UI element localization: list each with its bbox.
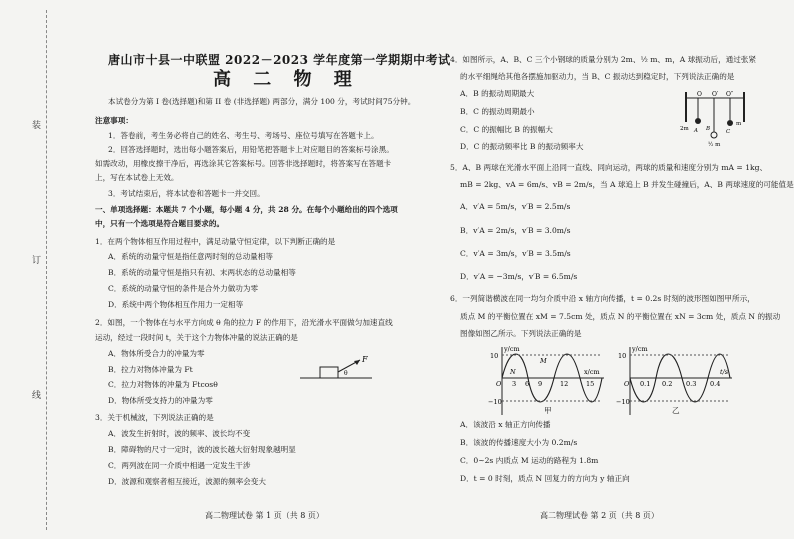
q1-option-d: D．系统中两个物体相互作用力一定相等 <box>108 300 244 309</box>
q4-stem-b: 的水平细绳给其他各摆施加驱动力，当 B、C 振动达到稳定时，下列说法正确的是 <box>460 72 735 81</box>
binding-mark-2: 订 <box>30 255 40 264</box>
notes-heading: 注意事项： <box>95 116 133 125</box>
q1-option-b: B．系统的动量守恒是指只有初、末两状态的总动量相等 <box>108 268 296 277</box>
footer-left: 高二物理试卷 第 1 页（共 8 页） <box>205 511 324 520</box>
q6-option-b: B．该波的传播速度大小为 0.2m/s <box>460 438 578 447</box>
ymax-b: 10 <box>618 352 627 360</box>
ymin-b: −10 <box>616 398 630 406</box>
label-C: C <box>726 129 731 135</box>
subject-title: 高 二 物 理 <box>213 69 360 90</box>
tick-b-2: 0.2 <box>662 380 673 388</box>
q6-stem-c: 图像如图乙所示。下列说法正确的是 <box>460 329 582 338</box>
ball-C <box>727 120 733 126</box>
q1-option-c: C．系统的动量守恒的条件是合外力做功为零 <box>108 284 259 293</box>
label-half-m: ½ m <box>708 142 721 148</box>
label-B: B <box>706 126 711 132</box>
q5-stem-a: 5．A、B 两球在光滑水平面上沿同一直线、同向运动，两球的质量和速度分别为 mA = 1kg、 <box>450 163 768 172</box>
ball-B <box>711 132 717 138</box>
q4-option-b: B．C 的振动周期最小 <box>460 107 535 116</box>
q6-option-a: A．该波沿 x 轴正方向传播 <box>460 420 551 429</box>
q2-force-diagram <box>300 352 375 382</box>
tick-a-1: 3 <box>512 380 517 388</box>
q5-option-a: A．v′A = 5m/s，v′B = 2.5m/s <box>460 202 571 211</box>
exam-title: 唐山市十县一中联盟 2022－2023 学年度第一学期期中考试 <box>108 53 451 67</box>
q4-option-a: A．B 的振动周期最大 <box>460 89 535 98</box>
q4-option-c: C．C 的振幅比 B 的振幅大 <box>460 125 553 134</box>
q5-option-d: D．v′A = −3m/s，v′B = 6.5m/s <box>460 272 578 281</box>
label-m: m <box>736 121 742 127</box>
q2-option-a: A．物体所受合力的冲量为零 <box>108 349 205 358</box>
q2-option-c: C．拉力对物体的冲量为 Ftcosθ <box>108 380 218 389</box>
q5-stem-b: mB = 2kg、vA = 6m/s、vB = 2m/s，当 A 球追上 B 并发生碰撞后，A、B 两球速度的可能值是 <box>460 180 794 189</box>
tick-b-3: 0.3 <box>686 380 697 388</box>
q2-stem-a: 2．如图，一个物体在与水平方向成 θ 角的拉力 F 的作用下，沿光滑水平面做匀加速直线 <box>95 318 393 327</box>
footer-right: 高二物理试卷 第 2 页（共 8 页） <box>540 511 659 520</box>
point-M: M <box>540 357 547 365</box>
note-2c: 上，写在本试卷上无效。 <box>95 173 179 182</box>
point-N: N <box>510 368 516 376</box>
binding-mark-3: 线 <box>30 390 40 399</box>
note-3: 3．考试结束后，将本试卷和答题卡一并交回。 <box>108 189 265 198</box>
ymax-a: 10 <box>490 352 499 360</box>
label-O2: O″ <box>726 91 734 98</box>
tick-a-2: 6 <box>525 380 530 388</box>
binding-margin <box>0 0 70 539</box>
note-2a: 2．回答选择题时，选出每小题答案后，用铅笔把答题卡上对应题目的答案标号涂黑。 <box>108 145 394 154</box>
origin-b: O <box>624 380 630 388</box>
tick-a-3: 9 <box>538 380 543 388</box>
tick-a-4: 12 <box>560 380 569 388</box>
q1-stem: 1．在两个物体相互作用过程中，满足动量守恒定律，以下判断正确的是 <box>95 237 336 246</box>
q5-option-c: C．v′A = 3m/s，v′B = 3.5m/s <box>460 249 571 258</box>
force-label: F <box>362 355 368 364</box>
tick-a-5: 15 <box>586 380 595 388</box>
note-1: 1．答卷前，考生务必将自己的姓名、考生号、考场号、座位号填写在答题卡上。 <box>108 131 379 140</box>
label-O1: O′ <box>712 91 719 98</box>
q5-option-b: B．v′A = 2m/s，v′B = 3.0m/s <box>460 226 571 235</box>
binding-mark-1: 装 <box>30 120 40 129</box>
exam-intro: 本试卷分为第 I 卷(选择题)和第 II 卷 (非选择题) 两部分，满分 100 分，考试时间75分钟。 <box>108 97 416 106</box>
label-O: O <box>697 91 702 98</box>
ylabel-a: y/cm <box>504 345 520 353</box>
q6-graph-a-caption: 甲 <box>544 406 552 415</box>
label-2m: 2m <box>680 126 689 132</box>
label-A: A <box>694 128 698 134</box>
q3-option-c: C．两列波在同一介质中相遇一定发生干涉 <box>108 461 251 470</box>
note-2b: 如需改动，用橡皮擦干净后，再选涂其它答案标号。回答非选择题时，将答案写在答题卡 <box>95 159 392 168</box>
q3-stem: 3．关于机械波，下列说法正确的是 <box>95 413 214 422</box>
tick-b-4: 0.4 <box>710 380 721 388</box>
section1-heading-a: 一、单项选择题：本题共 7 个小题，每小题 4 分，共 28 分。在每个小题给出的四个选项 <box>95 205 398 214</box>
q4-stem-a: 4．如图所示，A、B、C 三个小钢球的质量分别为 2m、½ m、m，A 球振动后，通过张紧 <box>450 55 757 64</box>
q2-option-d: D．物体所受支持力的冲量为零 <box>108 396 213 405</box>
section1-heading-b: 中，只有一个选项是符合题目要求的。 <box>95 219 225 228</box>
block <box>320 367 338 378</box>
binding-line <box>46 10 47 530</box>
ymin-a: −10 <box>488 398 502 406</box>
q6-option-d: D．t = 0 时刻，质点 N 回复力的方向为 y 轴正向 <box>460 474 630 483</box>
q3-option-b: B．障碍物的尺寸一定时，波的波长越大衍射现象越明显 <box>108 445 296 454</box>
origin-a: O <box>496 380 502 388</box>
q3-option-d: D．波源和观察者相互接近，波源的频率会变大 <box>108 477 266 486</box>
xlabel-a: x/cm <box>584 368 600 376</box>
angle-label: θ <box>344 370 348 377</box>
q2-option-b: B．拉力对物体冲量为 Ft <box>108 365 193 374</box>
q4-pendulum-diagram <box>680 88 750 150</box>
q1-option-a: A．系统的动量守恒是指任意两时刻的总动量相等 <box>108 252 273 261</box>
q6-option-c: C．0~2s 内质点 M 运动的路程为 1.8m <box>460 456 599 465</box>
ylabel-b: y/cm <box>632 345 648 353</box>
q6-graph-b-caption: 乙 <box>672 406 680 415</box>
q6-stem-b: 质点 M 的平衡位置在 xM = 7.5cm 处，质点 N 的平衡位置在 xN = 3cm 处，质点 N 的振动 <box>460 312 781 321</box>
q3-option-a: A．波发生折射时，波的频率、波长均不变 <box>108 429 251 438</box>
ball-A <box>695 118 701 124</box>
q6-stem-a: 6．一列简谐横波在同一均匀介质中沿 x 轴方向传播，t = 0.2s 时刻的波形图如图甲所示， <box>450 294 755 303</box>
tlabel-b: t/s <box>720 368 729 376</box>
q2-stem-b: 运动，经过一段时间 t，关于这个力物体冲量的说法正确的是 <box>95 333 298 342</box>
tick-b-1: 0.1 <box>640 380 651 388</box>
q4-option-d: D．C 的振动频率比 B 的振动频率大 <box>460 142 584 151</box>
